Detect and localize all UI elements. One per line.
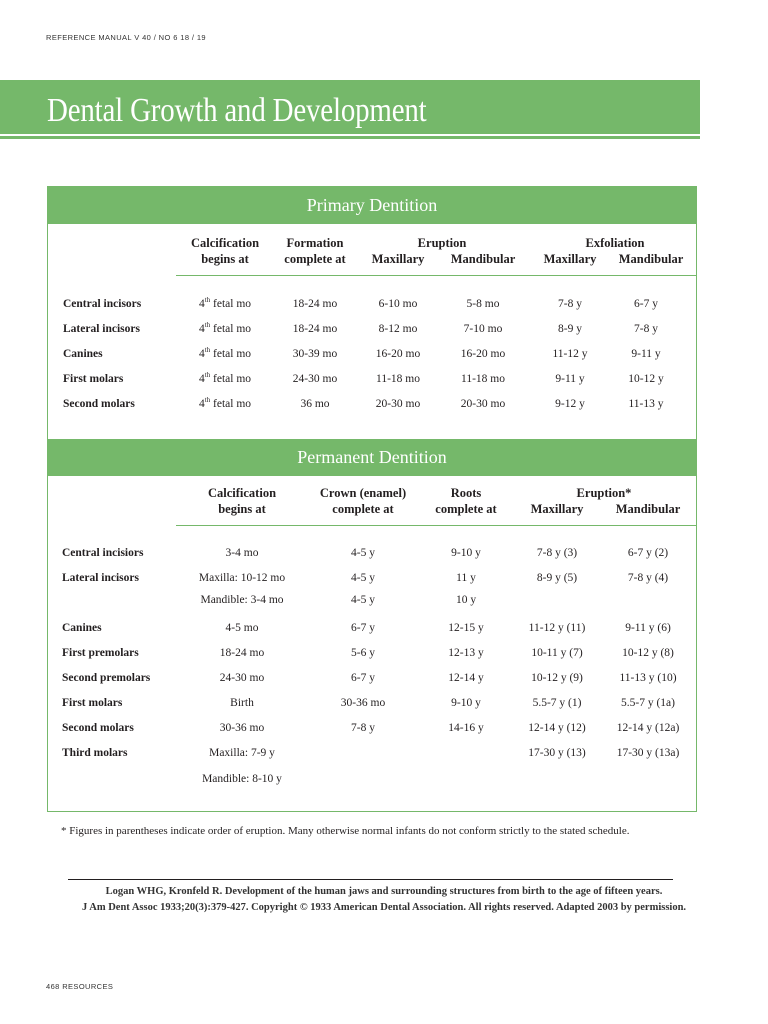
permanent-cell-eruption-mand: 9-11 y (6) <box>625 622 671 634</box>
page-title: Dental Growth and Development <box>47 92 427 129</box>
primary-sub-exfoliation-maxillary: Maxillary <box>543 252 597 266</box>
primary-col-exfoliation: Exfoliation <box>585 236 645 250</box>
permanent-cell-roots: 9-10 y <box>451 547 481 559</box>
primary-cell-formation: 36 mo <box>300 398 330 410</box>
permanent-cell-crown: 4-5 y <box>351 572 375 584</box>
primary-cell-eruption-max: 16-20 mo <box>375 348 421 360</box>
primary-dentition-heading: Primary Dentition <box>306 195 438 215</box>
primary-cell-formation: 30-39 mo <box>292 348 338 360</box>
primary-cell-formation: 24-30 mo <box>292 373 338 385</box>
permanent-cell-eruption-mand: 5.5-7 y (1a) <box>621 697 675 709</box>
permanent-cell-calcification: Mandible: 3-4 mo <box>200 594 284 606</box>
source-rule <box>68 879 673 880</box>
primary-cell-eruption-max: 11-18 mo <box>376 373 420 385</box>
permanent-col-calcification <box>208 485 276 517</box>
primary-col-eruption: Eruption <box>417 236 467 250</box>
primary-row-label: Second molars <box>63 398 135 410</box>
primary-row-label: Lateral incisors <box>63 323 140 335</box>
title-band <box>0 80 700 134</box>
primary-col-formation <box>284 235 345 267</box>
permanent-cell-eruption-mand: 10-12 y (8) <box>622 647 674 659</box>
permanent-col-calcification-line2: begins at <box>218 502 266 516</box>
primary-cell-formation: 18-24 mo <box>292 323 338 335</box>
primary-cell-calcification: 4th fetal mo <box>198 371 252 385</box>
permanent-col-crown-line2: complete at <box>332 502 394 516</box>
permanent-cell-eruption-mand: 11-13 y (10) <box>619 672 677 684</box>
permanent-row-label: Second molars <box>62 722 134 734</box>
primary-cell-formation: 18-24 mo <box>292 298 338 310</box>
eruption-footnote: * Figures in parentheses indicate order of eruption. Many otherwise normal infants do not conform strictly to the stated schedule. <box>61 825 630 837</box>
permanent-cell-roots: 9-10 y <box>451 697 481 709</box>
permanent-cell-calcification: 30-36 mo <box>219 722 265 734</box>
primary-cell-exfoliation-mand: 10-12 y <box>628 373 664 385</box>
primary-cell-eruption-mand: 7-10 mo <box>463 323 503 335</box>
permanent-row-label: Second premolars <box>62 672 151 684</box>
permanent-col-roots-line2: complete at <box>435 502 497 516</box>
permanent-cell-crown: 6-7 y <box>351 672 375 684</box>
permanent-cell-calcification: 4-5 mo <box>225 622 259 634</box>
permanent-cell-calcification: Maxilla: 7-9 y <box>209 747 275 759</box>
permanent-cell-eruption-mand: 7-8 y (4) <box>627 572 669 584</box>
permanent-cell-crown: 30-36 mo <box>340 697 386 709</box>
permanent-cell-eruption-mand: 12-14 y (12a) <box>616 722 680 734</box>
primary-col-formation-line1: Formation <box>286 236 344 250</box>
permanent-cell-roots: 12-13 y <box>448 647 484 659</box>
primary-cell-eruption-mand: 11-18 mo <box>461 373 505 385</box>
primary-dentition-band <box>48 187 696 224</box>
primary-cell-eruption-mand: 5-8 mo <box>466 298 500 310</box>
permanent-cell-eruption-max: 8-9 y (5) <box>536 572 578 584</box>
primary-cell-calcification: 4th fetal mo <box>198 296 252 310</box>
permanent-cell-crown: 6-7 y <box>351 622 375 634</box>
permanent-row-label: Central incisiors <box>62 547 144 559</box>
permanent-cell-eruption-max: 10-11 y (7) <box>531 647 583 659</box>
permanent-cell-crown: 7-8 y <box>351 722 375 734</box>
permanent-row-label: First molars <box>62 697 123 709</box>
primary-cell-eruption-max: 6-10 mo <box>378 298 418 310</box>
primary-header-rule <box>176 275 696 276</box>
permanent-cell-eruption-max: 12-14 y (12) <box>528 722 586 734</box>
permanent-cell-calcification: 18-24 mo <box>219 647 265 659</box>
permanent-cell-calcification: Mandible: 8-10 y <box>202 773 282 785</box>
source-citation-line1: Logan WHG, Kronfeld R. Development of the human jaws and surrounding structures from birth to the age of fifteen years. <box>105 886 663 897</box>
permanent-row-label: Canines <box>62 622 102 634</box>
permanent-cell-roots: 12-14 y <box>448 672 484 684</box>
primary-sub-eruption-mandibular: Mandibular <box>450 252 516 266</box>
permanent-cell-roots: 11 y <box>456 572 476 584</box>
page-footer: 468 RESOURCES <box>46 982 114 991</box>
permanent-col-roots <box>435 485 496 517</box>
primary-cell-calcification: 4th fetal mo <box>198 346 252 360</box>
primary-cell-exfoliation-mand: 9-11 y <box>631 348 661 360</box>
permanent-cell-eruption-max: 7-8 y (3) <box>536 547 578 559</box>
primary-cell-exfoliation-max: 9-11 y <box>555 373 585 385</box>
permanent-cell-eruption-max: 5.5-7 y (1) <box>532 697 582 709</box>
permanent-cell-eruption-mand: 6-7 y (2) <box>627 547 669 559</box>
primary-cell-eruption-mand: 20-30 mo <box>460 398 506 410</box>
permanent-row-label: Third molars <box>62 747 128 759</box>
primary-cell-eruption-max: 8-12 mo <box>378 323 418 335</box>
source-citation-line2: J Am Dent Assoc 1933;20(3):379-427. Copyright © 1933 American Dental Association. All rights reserved. Adapted 2003 by permission. <box>81 902 687 913</box>
primary-cell-exfoliation-max: 7-8 y <box>558 298 582 310</box>
permanent-row-label: First premolars <box>62 647 139 659</box>
permanent-cell-calcification: Maxilla: 10-12 mo <box>198 572 286 584</box>
permanent-cell-eruption-max: 17-30 y (13) <box>528 747 586 759</box>
permanent-cell-roots: 10 y <box>455 594 477 606</box>
permanent-cell-calcification: 24-30 mo <box>219 672 265 684</box>
permanent-cell-eruption-max: 10-12 y (9) <box>531 672 583 684</box>
permanent-dentition-band <box>48 439 696 476</box>
permanent-col-calcification-line1: Calcification <box>207 486 277 500</box>
primary-cell-exfoliation-max: 8-9 y <box>558 323 582 335</box>
permanent-cell-eruption-mand: 17-30 y (13a) <box>616 747 680 759</box>
dentition-table <box>47 186 697 812</box>
primary-row-label: Canines <box>63 348 103 360</box>
primary-col-calcification <box>191 235 259 267</box>
primary-col-formation-line2: complete at <box>284 252 346 266</box>
primary-row-label: Central incisors <box>63 298 142 310</box>
primary-cell-exfoliation-mand: 11-13 y <box>628 398 664 410</box>
permanent-sub-eruption-maxillary: Maxillary <box>530 502 584 516</box>
permanent-cell-roots: 12-15 y <box>448 622 484 634</box>
title-rule <box>0 136 700 139</box>
primary-cell-exfoliation-max: 9-12 y <box>555 398 585 410</box>
permanent-cell-eruption-max: 11-12 y (11) <box>528 622 586 634</box>
permanent-row-label: Lateral incisors <box>62 572 139 584</box>
primary-cell-eruption-mand: 16-20 mo <box>460 348 506 360</box>
permanent-cell-calcification: 3-4 mo <box>225 547 259 559</box>
primary-col-calcification-line1: Calcification <box>190 236 260 250</box>
permanent-col-crown-line1: Crown (enamel) <box>319 486 407 500</box>
permanent-cell-crown: 4-5 y <box>351 594 375 606</box>
primary-row-label: First molars <box>63 373 124 385</box>
permanent-dentition-heading: Permanent Dentition <box>297 447 447 467</box>
permanent-cell-roots: 14-16 y <box>448 722 484 734</box>
permanent-sub-eruption-mandibular: Mandibular <box>615 502 681 516</box>
primary-cell-exfoliation-mand: 6-7 y <box>634 298 658 310</box>
permanent-cell-calcification: Birth <box>230 697 254 709</box>
primary-cell-exfoliation-mand: 7-8 y <box>634 323 658 335</box>
primary-cell-eruption-max: 20-30 mo <box>375 398 421 410</box>
permanent-cell-crown: 4-5 y <box>351 547 375 559</box>
primary-cell-calcification: 4th fetal mo <box>198 321 252 335</box>
primary-cell-exfoliation-max: 11-12 y <box>552 348 588 360</box>
primary-col-calcification-line2: begins at <box>201 252 249 266</box>
permanent-col-crown <box>320 485 406 517</box>
permanent-col-eruption: Eruption* <box>576 486 632 500</box>
permanent-cell-crown: 5-6 y <box>351 647 375 659</box>
primary-sub-exfoliation-mandibular: Mandibular <box>618 252 684 266</box>
running-head: REFERENCE MANUAL V 40 / NO 6 18 / 19 <box>46 33 207 42</box>
primary-cell-calcification: 4th fetal mo <box>198 396 252 410</box>
permanent-header-rule <box>176 525 696 526</box>
permanent-col-roots-line1: Roots <box>450 486 482 500</box>
primary-sub-eruption-maxillary: Maxillary <box>371 252 425 266</box>
